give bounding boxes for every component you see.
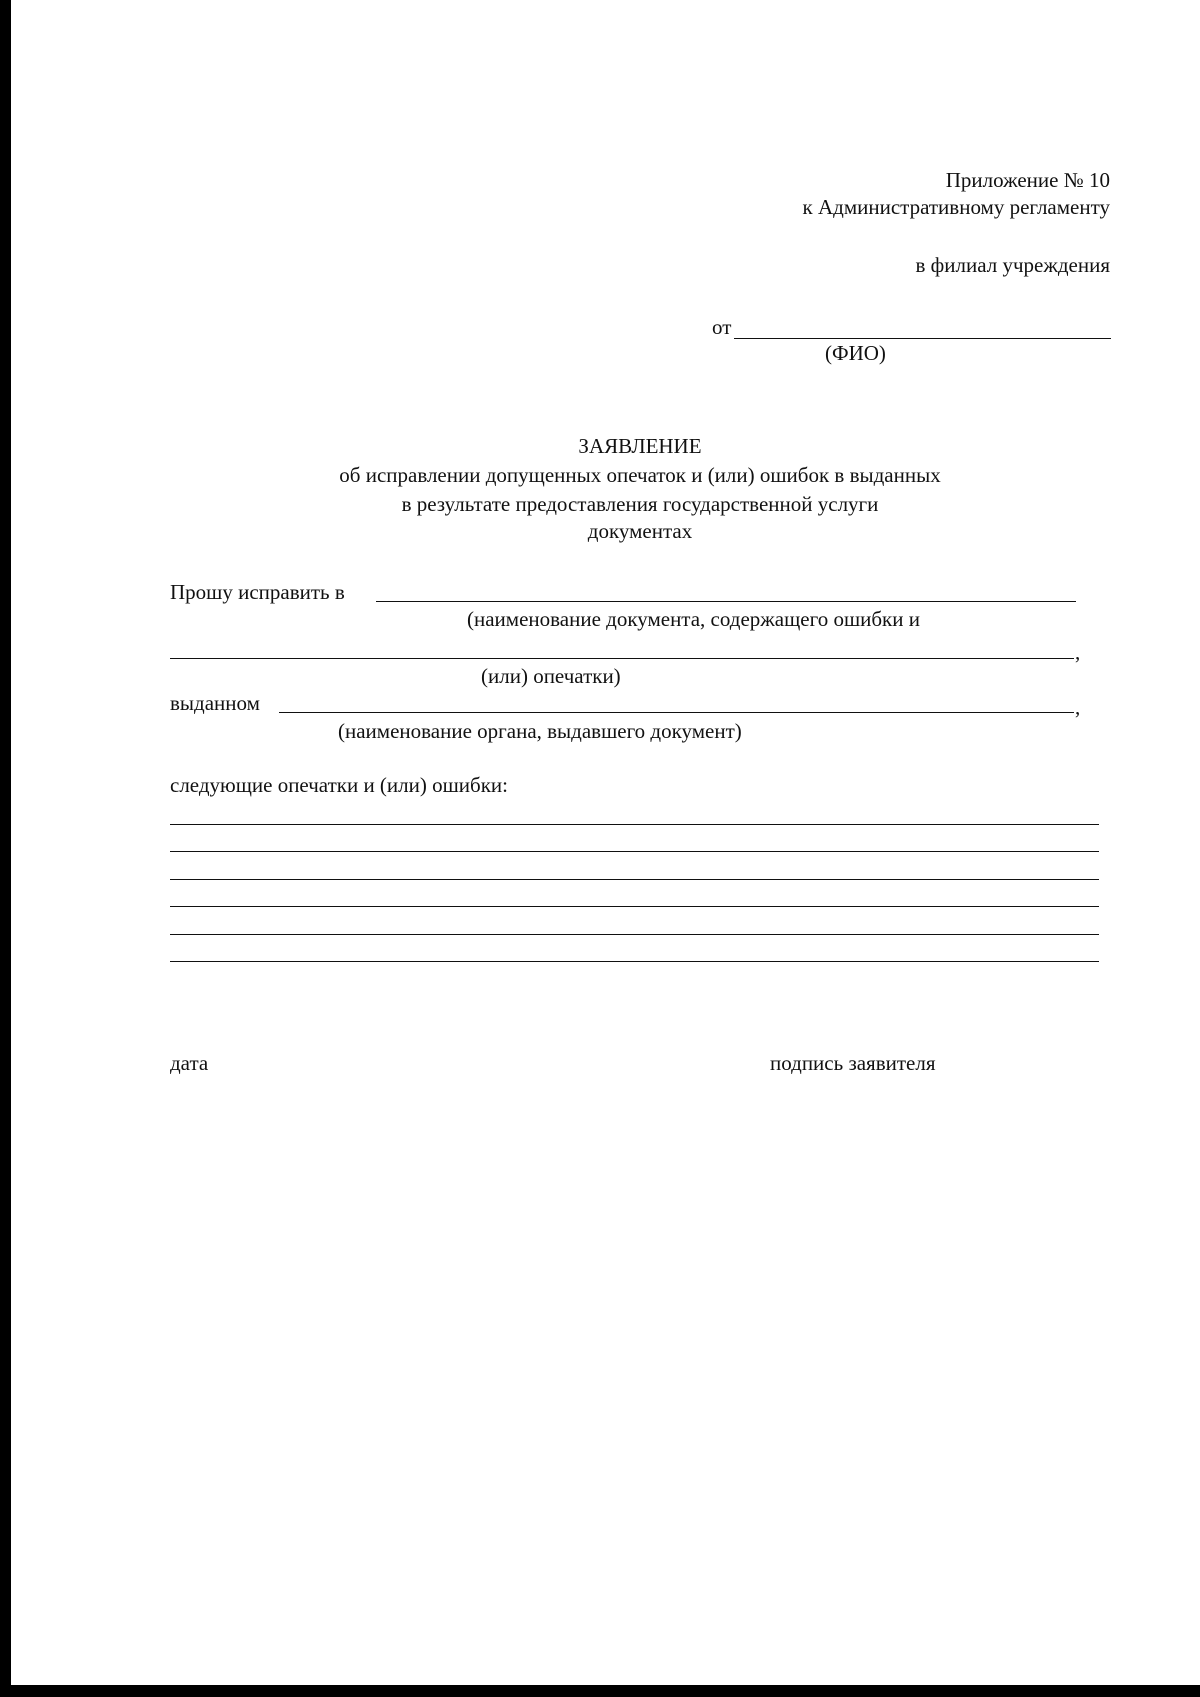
document-name-caption-line1: (наименование документа, содержащего ошибки и	[467, 607, 920, 631]
date-label: дата	[170, 1051, 209, 1075]
document-name-field-continued[interactable]	[170, 658, 1074, 659]
issuer-caption: (наименование органа, выдавшего документ)	[338, 719, 742, 743]
issuer-field[interactable]	[279, 712, 1074, 713]
errors-line-3[interactable]	[170, 879, 1099, 880]
scan-border-bottom	[0, 1685, 1200, 1697]
errors-line-5[interactable]	[170, 934, 1099, 935]
request-label: Прошу исправить в	[170, 580, 345, 604]
recipient-line: в филиал учреждения	[915, 253, 1110, 277]
document-subtitle-line1: об исправлении допущенных опечаток и (или) ошибок в выданных	[339, 463, 941, 487]
issued-label: выданном	[170, 691, 260, 715]
document-subtitle-line3: документах	[587, 519, 693, 543]
signature-label: подпись заявителя	[770, 1051, 936, 1075]
fio-field[interactable]	[734, 338, 1111, 339]
document-title: ЗАЯВЛЕНИЕ	[578, 434, 702, 458]
comma-mark: ,	[1075, 640, 1081, 664]
errors-line-1[interactable]	[170, 824, 1099, 825]
errors-label: следующие опечатки и (или) ошибки:	[170, 773, 508, 797]
document-name-field[interactable]	[376, 601, 1076, 602]
errors-line-2[interactable]	[170, 851, 1099, 852]
from-label: от	[712, 315, 732, 339]
comma-mark: ,	[1075, 695, 1081, 719]
errors-line-6[interactable]	[170, 961, 1099, 962]
appendix-number: Приложение № 10	[945, 168, 1110, 192]
regulation-reference: к Административному регламенту	[802, 195, 1110, 219]
errors-line-4[interactable]	[170, 906, 1099, 907]
scan-border-left	[0, 0, 11, 1697]
fio-caption: (ФИО)	[825, 341, 886, 365]
document-name-caption-line2: (или) опечатки)	[481, 664, 621, 688]
document-subtitle-line2: в результате предоставления государственной услуги	[401, 492, 879, 516]
